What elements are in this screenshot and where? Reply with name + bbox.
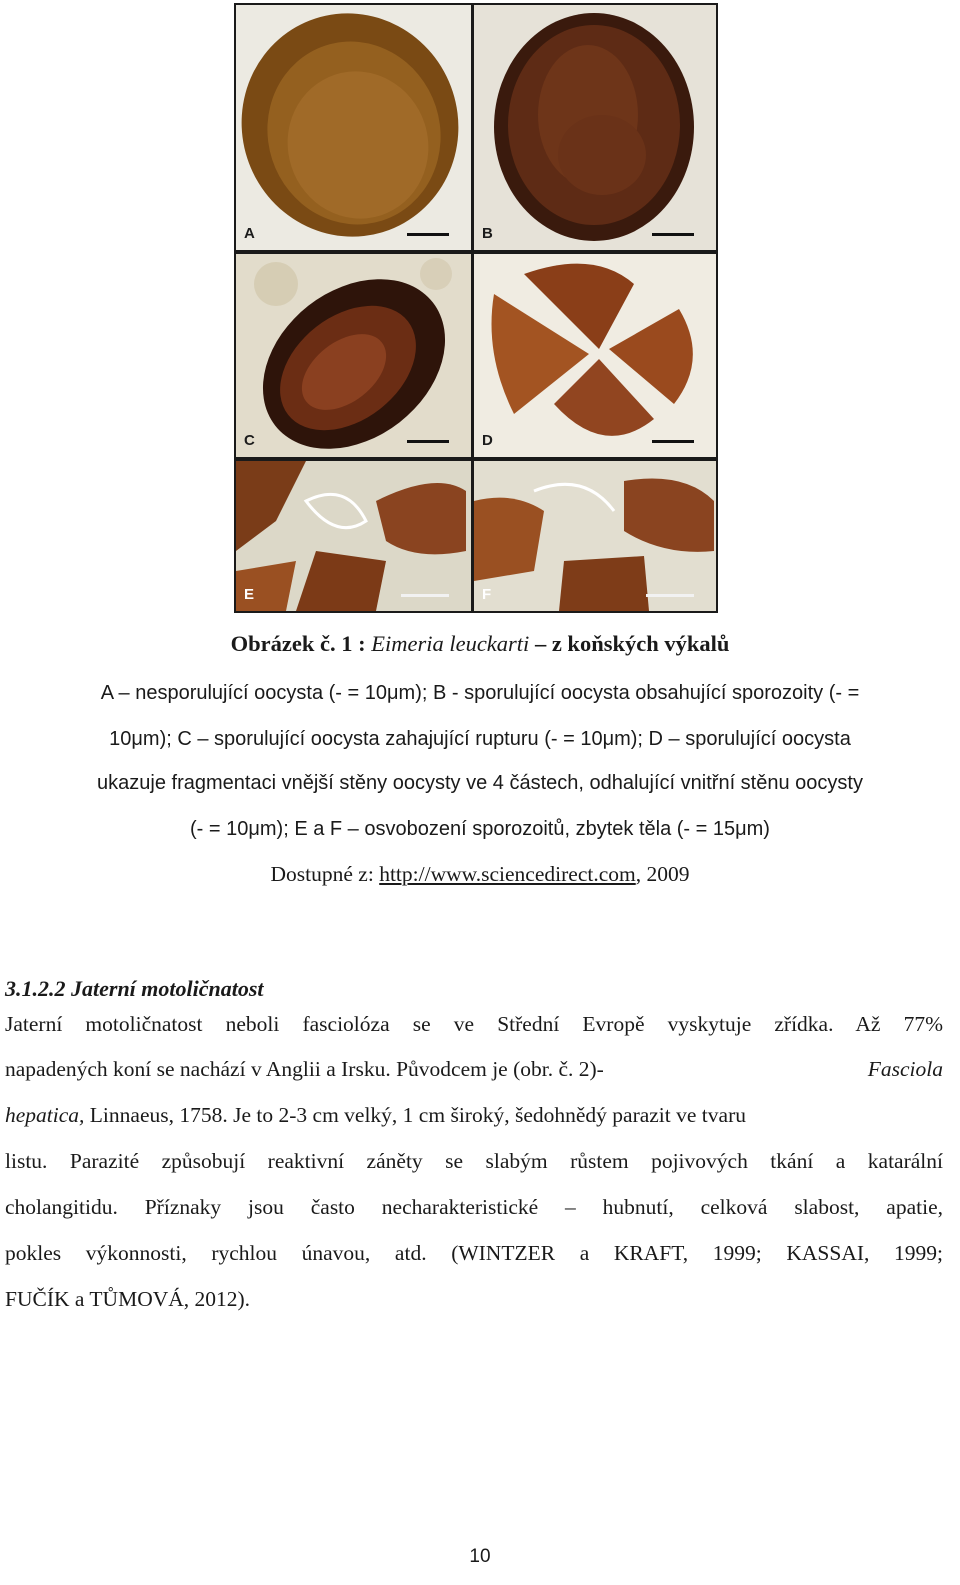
oocyst-d-image [474,254,716,457]
scale-bar-d [652,440,694,443]
source-suffix: , 2009 [635,862,690,886]
caption-line-2: 10μm); C – sporulující oocysta zahajující rupturu (- = 10μm); D – sporulující oocysta [109,728,851,750]
panel-label-d: D [482,432,493,449]
paragraph-line: pokles výkonnosti, rychlou únavou, atd. (WINTZER a KRAFT, 1999; KASSAI, 1999; [5,1241,943,1265]
paragraph-text: napadených koní se nachází v Anglii a Irsku. Původcem je (obr. č. 2)- [5,1057,604,1081]
micrograph-figure [234,3,718,613]
oocyst-b-image [474,5,716,250]
scale-bar-e [401,594,449,597]
sporozoites-e-image [236,461,471,611]
caption-line-3: ukazuje fragmentaci vnější stěny oocysty ve 4 částech, odhalující vnitřní stěnu oocysty [97,772,863,794]
caption-species: Eimeria leuckarti [371,631,530,656]
panel-label-b: B [482,225,493,242]
scale-bar-a [407,233,449,236]
section-heading: 3.1.2.2 Jaterní motoličnatost [5,976,264,1001]
caption-line-4: (- = 10μm); E a F – osvobození sporozoitů, zbytek těla (- = 15μm) [190,818,770,840]
panel-c [236,254,471,457]
caption-line-1: A – nesporulující oocysta (- = 10μm); B - sporulující oocysta obsahující sporozoity (- = [100,682,860,704]
scale-bar-c [407,440,449,443]
panel-d [474,254,716,457]
panel-f [474,461,716,611]
scale-bar-b [652,233,694,236]
panel-label-e: E [244,586,255,603]
paragraph-line: Jaterní motoličnatost neboli fasciolóza se ve Střední Evropě vyskytuje zřídka. Až 77% [5,1012,943,1036]
figure-caption-title [0,631,960,657]
paragraph-line [5,1058,943,1080]
species-name: hepatica, [5,1103,85,1127]
panel-label-f: F [482,586,492,603]
panel-e [236,461,471,611]
sporozoites-f-image [474,461,716,611]
species-name: Fasciola [867,1057,943,1081]
paragraph-line: cholangitidu. Příznaky jsou často necharakteristické – hubnutí, celková slabost, apatie, [5,1195,943,1219]
panel-label-a: A [244,225,255,242]
paragraph-line [5,1104,943,1126]
page-number: 10 [469,1546,491,1567]
panel-label-c: C [244,432,255,449]
source-link[interactable]: http://www.sciencedirect.com [379,862,636,886]
panel-b [474,5,716,250]
caption-source [0,862,960,887]
oocyst-c-image [236,254,471,457]
caption-prefix: Obrázek č. 1 : [230,631,372,656]
paragraph-text: Linnaeus, 1758. Je to 2-3 cm velký, 1 cm široký, šedohnědý parazit ve tvaru [84,1103,746,1127]
caption-suffix: – z koňských výkalů [529,631,730,656]
paragraph-line: FUČÍK a TŮMOVÁ, 2012). [5,1287,251,1311]
source-prefix: Dostupné z: [270,862,380,886]
paragraph-line: listu. Parazité způsobují reaktivní záněty se slabým růstem pojivových tkání a katarální [5,1149,943,1173]
panel-a [236,5,471,250]
oocyst-a-image [236,5,471,250]
scale-bar-f [646,594,694,597]
